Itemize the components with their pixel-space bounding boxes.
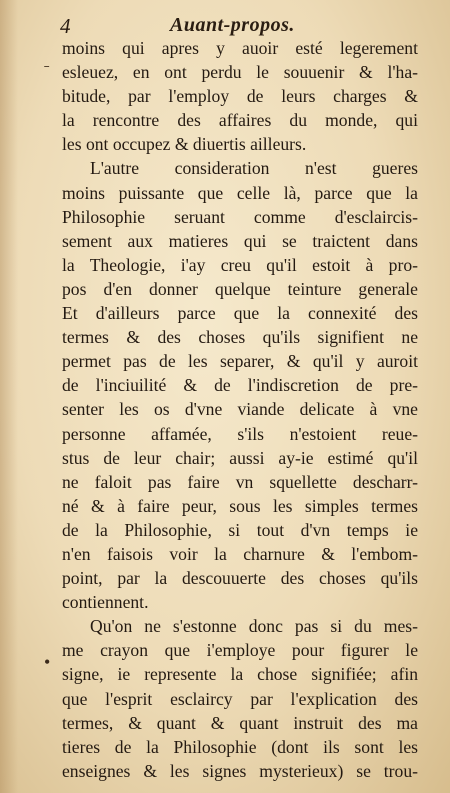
text-line: sement aux matieres qui se traictent dans <box>62 230 418 251</box>
text-line: me crayon que i'employe pour figurer le <box>62 640 418 661</box>
body-text <box>62 36 418 783</box>
text-line: les ont occupez & diuertis ailleurs. <box>62 134 307 155</box>
text-line: senter les os d'vne viande delicate à vne <box>62 399 418 420</box>
text-line: Et d'ailleurs parce que la connexité des <box>62 303 418 324</box>
text-line: bitude, par l'employ de leurs charges & <box>62 86 418 107</box>
text-line: personne affamée, s'ils n'estoient reue- <box>62 423 418 444</box>
text-line: moins qui apres y auoir esté legerement <box>62 38 418 58</box>
text-line: signe, ie represente la chose signifiée; afin <box>62 664 418 685</box>
text-line: de la Philosophie, si tout d'vn temps ie <box>62 519 418 540</box>
text-line: point, par la descouuerte des choses qu'ils <box>62 568 418 589</box>
text-line: permet pas de les separer, & qu'il y auroit <box>62 351 418 372</box>
text-line: L'autre consideration n'est gueres <box>90 158 418 179</box>
text-line: la rencontre des affaires du monde, qui <box>62 110 418 131</box>
text-line: moins puissante que celle là, parce que la <box>62 182 418 203</box>
text-line: né & à faire peur, sous les simples termes <box>62 495 418 516</box>
text-line: pos d'en donner quelque teinture generale <box>62 278 418 299</box>
text-line: esleuez, en ont perdu le souuenir & l'ha- <box>62 62 418 83</box>
margin-mark: ˍ <box>44 52 50 69</box>
text-line: ne faloit pas faire vn squellette descharr- <box>62 471 418 492</box>
text-line: n'en faisois voir la charnure & l'embom- <box>62 543 418 564</box>
running-title: Auant-propos. <box>170 14 295 36</box>
text-line: de l'inciuilité & de l'indiscretion de pre- <box>62 375 418 396</box>
text-line: Qu'on ne s'estonne donc pas si du mes- <box>90 616 418 637</box>
text-line: enseignes & les signes mysterieux) se trou- <box>62 760 418 781</box>
text-line: termes, & quant & quant instruit des ma <box>62 712 418 733</box>
text-line: termes & des choses qu'ils signifient ne <box>62 327 418 348</box>
text-line: contiennent. <box>62 592 149 613</box>
text-line: tieres de la Philosophie (dont ils sont les <box>62 736 418 757</box>
text-line: stus de leur chair; aussi ay-ie estimé qu'il <box>62 447 418 468</box>
page-number: 4 <box>60 14 71 38</box>
text-line: que l'esprit esclaircy par l'explication des <box>62 688 418 709</box>
text-line: la Theologie, i'ay creu qu'il estoit à pro- <box>62 254 418 275</box>
text-line: Philosophie seruant comme d'esclaircis- <box>62 206 418 227</box>
margin-mark: • <box>44 652 51 672</box>
